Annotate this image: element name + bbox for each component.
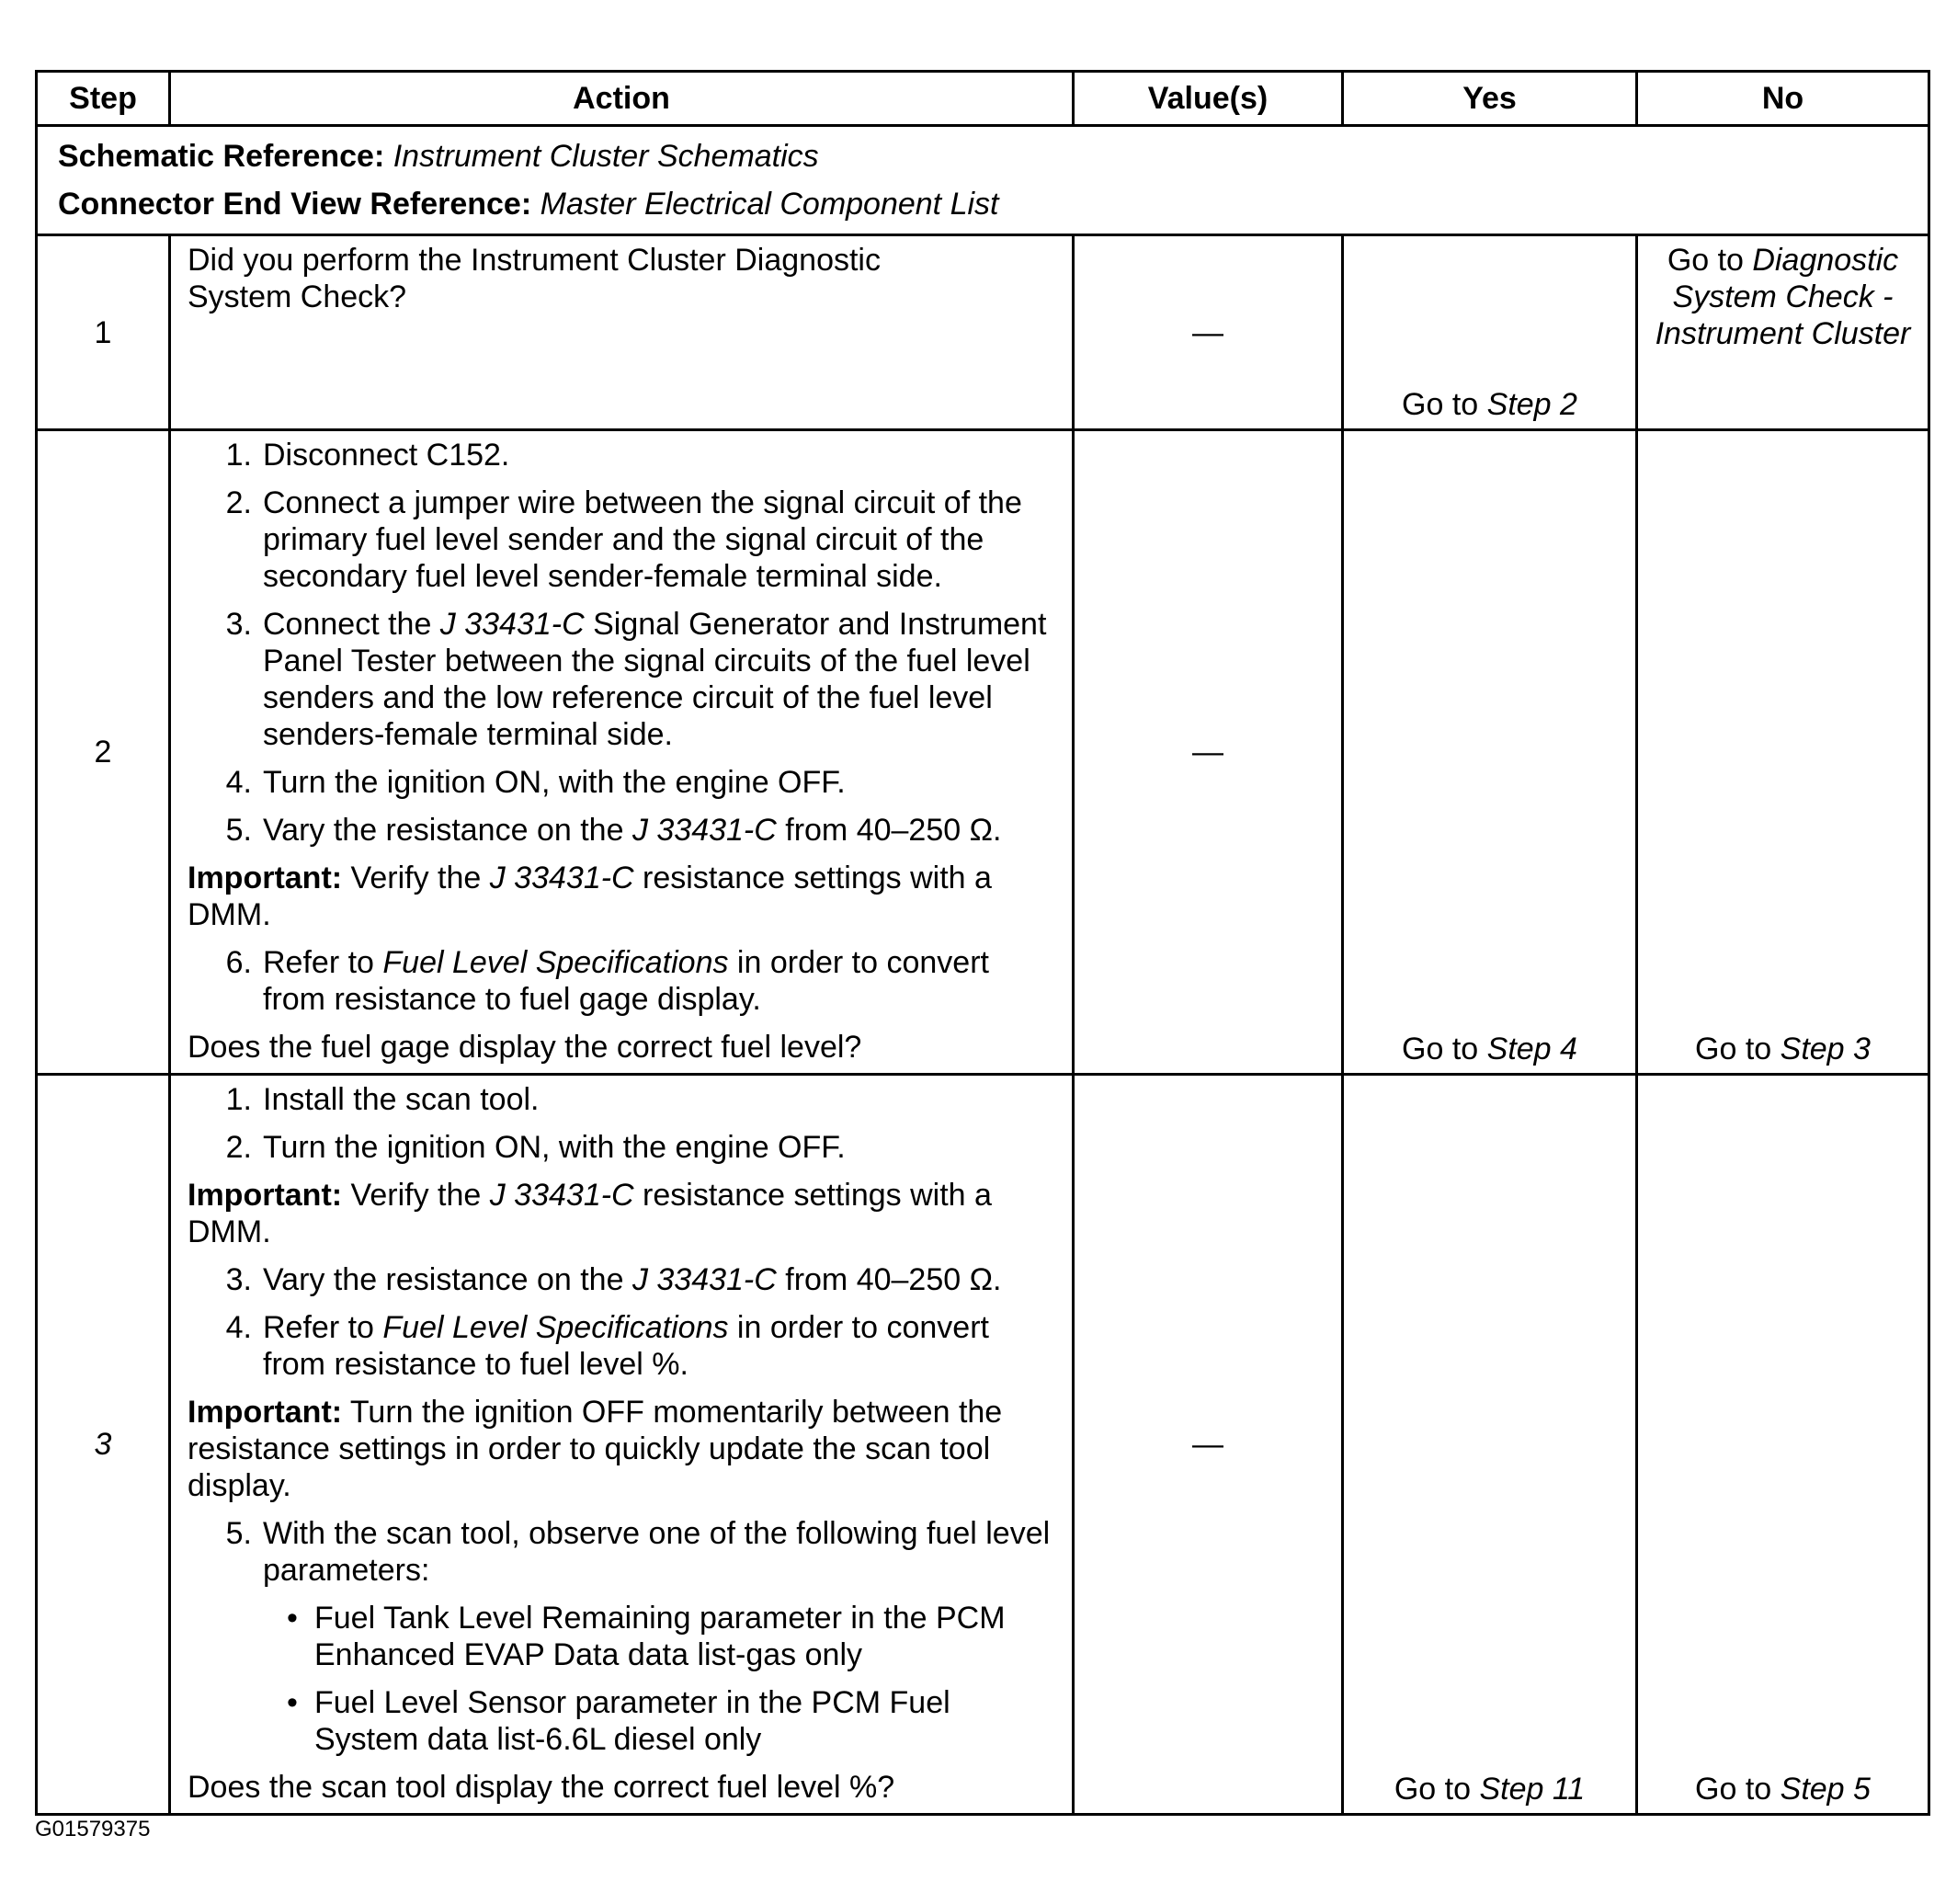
schematic-reference-label: Schematic Reference:	[58, 139, 385, 174]
item-number: 4.	[225, 1310, 252, 1345]
goto-prefix: Go to	[1695, 1032, 1781, 1066]
bullet-item	[188, 1684, 1053, 1758]
item-text: Connect a jumper wire between the signal circuit of the primary fuel level sender and the signal circuit of the secondary fuel level sender-female terminal side.	[263, 485, 1022, 594]
list-item	[188, 764, 1053, 801]
item-number: 6.	[225, 945, 252, 980]
item-text	[263, 1309, 1053, 1383]
step-no	[1637, 430, 1929, 1075]
text-fragment: Connect the	[263, 607, 440, 642]
connector-reference-link[interactable]: Master Electrical Component List	[540, 187, 999, 222]
item-text: Turn the ignition ON, with the engine OFF.	[263, 1130, 846, 1165]
step-yes	[1343, 1075, 1637, 1815]
yes-goto	[1344, 386, 1635, 423]
text-fragment: resistance settings with a DMM.	[188, 861, 992, 932]
step-value: —	[1074, 1075, 1343, 1815]
goto-prefix: Go to	[1394, 1772, 1480, 1807]
item-number: 4.	[225, 765, 252, 800]
item-number: 5.	[225, 1516, 252, 1551]
item-number: 2.	[225, 485, 252, 520]
goto-step-4-link[interactable]: Step 4	[1486, 1032, 1577, 1066]
tool-reference: J 33431-C	[489, 861, 634, 895]
bullet-text: Fuel Tank Level Remaining parameter in the PCM Enhanced EVAP Data data list-gas only	[314, 1601, 1006, 1672]
no-goto	[1638, 1771, 1928, 1807]
text-fragment: from 40–250 Ω.	[776, 1262, 1002, 1297]
text-fragment: resistance settings with a DMM.	[188, 1178, 992, 1249]
important-note	[188, 1394, 1053, 1504]
item-text: Install the scan tool.	[263, 1082, 540, 1117]
list-item	[188, 944, 1053, 1018]
important-label: Important:	[188, 1395, 343, 1430]
bullet-text: Fuel Level Sensor parameter in the PCM Fuel System data list-6.6L diesel only	[314, 1685, 950, 1757]
item-text	[263, 944, 1053, 1018]
step-1-question: Did you perform the Instrument Cluster Diagnostic System Check?	[188, 243, 881, 314]
item-number: 3.	[225, 607, 252, 642]
step-row-1	[37, 235, 1929, 430]
important-note	[188, 860, 1053, 933]
goto-prefix: Go to	[1667, 243, 1753, 278]
important-note	[188, 1177, 1053, 1250]
step-number: 2	[37, 430, 170, 1075]
text-fragment: in order to convert from resistance to fuel gage display.	[263, 945, 989, 1017]
list-item	[188, 812, 1053, 849]
item-text: With the scan tool, observe one of the following fuel level parameters:	[263, 1516, 1051, 1588]
goto-prefix: Go to	[1695, 1772, 1781, 1807]
goto-step-5-link[interactable]: Step 5	[1780, 1772, 1871, 1807]
text-fragment: Signal Generator and Instrument Panel Tester between the signal circuits of the fuel level senders and the low reference circuit of the fuel level senders-female terminal side.	[263, 607, 1047, 752]
text-fragment: Vary the resistance on the	[263, 813, 632, 848]
text-fragment: Refer to	[263, 1310, 383, 1345]
item-number: 3.	[225, 1262, 252, 1297]
text-fragment: Verify the	[342, 1178, 490, 1213]
step-yes	[1343, 430, 1637, 1075]
fuel-level-specifications-link[interactable]: Fuel Level Specifications	[382, 945, 729, 980]
step-action	[170, 235, 1074, 430]
header-no: No	[1637, 72, 1929, 126]
header-action: Action	[170, 72, 1074, 126]
tool-reference: J 33431-C	[631, 813, 777, 848]
list-item	[188, 1515, 1053, 1589]
important-label: Important:	[188, 861, 343, 895]
item-number: 2.	[225, 1130, 252, 1165]
goto-prefix: Go to	[1402, 1032, 1487, 1066]
tool-reference: J 33431-C	[439, 607, 585, 642]
list-item	[188, 1309, 1053, 1383]
goto-prefix: Go to	[1402, 387, 1487, 422]
connector-reference-label: Connector End View Reference:	[58, 187, 532, 222]
figure-id: G01579375	[35, 1817, 151, 1841]
list-item	[188, 485, 1053, 595]
goto-step-11-link[interactable]: Step 11	[1479, 1772, 1586, 1807]
schematic-reference-link[interactable]: Instrument Cluster Schematics	[393, 139, 819, 174]
diagnostic-table	[35, 70, 1930, 1816]
item-text	[263, 1261, 1053, 1298]
text-fragment: from 40–250 Ω.	[776, 813, 1002, 848]
item-number: 5.	[225, 813, 252, 848]
bullet-item	[188, 1600, 1053, 1673]
schematic-reference	[58, 132, 1907, 180]
item-text: Turn the ignition ON, with the engine OFF.	[263, 765, 846, 800]
tool-reference: J 33431-C	[489, 1178, 634, 1213]
list-item	[188, 437, 1053, 473]
step-action	[170, 1075, 1074, 1815]
step-value: —	[1074, 235, 1343, 430]
fuel-level-specifications-link[interactable]: Fuel Level Specifications	[382, 1310, 729, 1345]
header-step: Step	[37, 72, 170, 126]
header-yes: Yes	[1343, 72, 1637, 126]
goto-step-3-link[interactable]: Step 3	[1780, 1032, 1871, 1066]
item-text	[263, 606, 1053, 753]
text-fragment: in order to convert from resistance to fuel level %.	[263, 1310, 989, 1382]
connector-reference	[58, 180, 1907, 228]
text-fragment: Vary the resistance on the	[263, 1262, 632, 1297]
step-no	[1637, 235, 1929, 430]
step-row-2	[37, 430, 1929, 1075]
text-fragment: Turn the ignition OFF momentarily between the resistance settings in order to quickly update the scan tool display.	[188, 1395, 1003, 1503]
reference-row	[37, 126, 1929, 235]
yes-goto	[1344, 1771, 1635, 1807]
goto-step-2-link[interactable]: Step 2	[1486, 387, 1577, 422]
list-item	[188, 1261, 1053, 1298]
reference-cell	[37, 126, 1929, 235]
step-value: —	[1074, 430, 1343, 1075]
list-item	[188, 1129, 1053, 1166]
header-row	[37, 72, 1929, 126]
list-item	[188, 606, 1053, 753]
item-number: 1.	[225, 1082, 252, 1117]
goto-diagnostic-system-check-link[interactable]: Diagnostic System Check - Instrument Cluster	[1655, 243, 1911, 351]
step-yes	[1343, 235, 1637, 430]
diagnostic-table-container	[35, 70, 1928, 1816]
bullet-icon: •	[287, 1685, 298, 1720]
no-goto	[1638, 1031, 1928, 1067]
step-question: Does the scan tool display the correct fuel level %?	[188, 1770, 895, 1805]
bullet-icon: •	[287, 1601, 298, 1636]
item-text: Disconnect C152.	[263, 438, 510, 473]
item-text	[263, 812, 1053, 849]
text-fragment: Verify the	[342, 861, 490, 895]
step-question: Does the fuel gage display the correct fuel level?	[188, 1030, 862, 1065]
text-fragment: Refer to	[263, 945, 383, 980]
no-goto	[1638, 236, 1928, 352]
header-values: Value(s)	[1074, 72, 1343, 126]
step-no	[1637, 1075, 1929, 1815]
step-row-3	[37, 1075, 1929, 1815]
item-number: 1.	[225, 438, 252, 473]
tool-reference: J 33431-C	[631, 1262, 777, 1297]
step-number: 3	[37, 1075, 170, 1815]
step-action	[170, 430, 1074, 1075]
step-number: 1	[37, 235, 170, 430]
list-item	[188, 1081, 1053, 1118]
important-label: Important:	[188, 1178, 343, 1213]
yes-goto	[1344, 1031, 1635, 1067]
